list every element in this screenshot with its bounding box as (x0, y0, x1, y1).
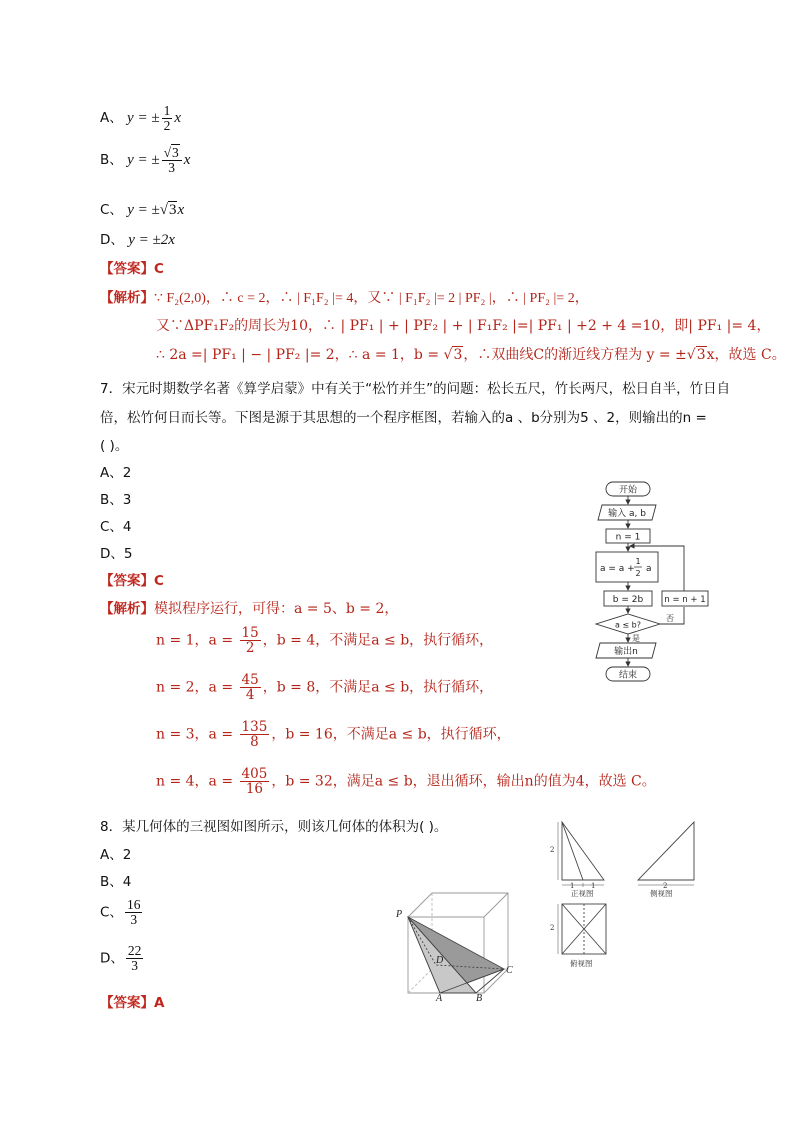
flow-end-text: 结束 (618, 670, 638, 681)
flow-cond-text: a ≤ b? (614, 620, 642, 630)
q7-flowchart (586, 478, 716, 688)
top-view-caption: 俯视图 (570, 959, 593, 968)
q7-option-d: D、5 (100, 546, 133, 562)
label-p: P (396, 909, 403, 920)
flow-update-a-den: 2 (635, 569, 641, 578)
side-view (638, 822, 694, 885)
q8-solid-figure (392, 885, 522, 1005)
q6-answer: 【答案】C (100, 261, 164, 277)
front-view (558, 822, 604, 887)
q7-option-a: A、2 (100, 465, 132, 481)
q8-option-d: D、 $\frac{22}{3}$ (100, 943, 142, 974)
flow-no-label: 否 (666, 614, 674, 623)
flow-update-b-text: b = 2b (612, 595, 644, 605)
q6-option-d: D、 y = ±2x (100, 232, 175, 248)
top-height-label: 2 (550, 924, 555, 932)
flow-output-text: 输出n (614, 647, 638, 657)
flow-update-a-text: a = a + (600, 564, 635, 574)
q6-option-a: A、 y = ± $\frac{1}{2}$ x (100, 103, 181, 134)
q6-solution-line1: 【解析】∵ F₂(2,0)，∴ c = 2，∴ | F₁F₂ |= 4，又∵ | F₁F₂ |= 2 | PF₂ |，∴ | PF₂ |= 2， (100, 290, 589, 306)
q7-stem-line1: 7．宋元时期数学名著《算学启蒙》中有关于“松竹并生”的问题：松长五尺，竹长两尺，松日自半，竹日自 (100, 381, 731, 397)
q8-answer: 【答案】A (100, 995, 165, 1011)
q8-stem: 8．某几何体的三视图如图所示，则该几何体的体积为( )。 (100, 819, 448, 835)
q7-answer: 【答案】C (100, 573, 164, 589)
q8-option-a: A、2 (100, 847, 132, 863)
q8-option-c: C、 $\frac{16}{3}$ (100, 897, 141, 928)
q7-step-3: n = 3，a = $\frac{135}{8}$ ，b = 16，不满足a ≤ b，执行循环， (156, 719, 511, 751)
label-c: C (506, 965, 513, 976)
flow-yes-label: 是 (632, 634, 640, 643)
side-view-caption: 侧视图 (650, 889, 673, 898)
q7-step-2: n = 2，a = $\frac{45}{4}$ ，b = 8，不满足a ≤ b，执行循环， (156, 672, 494, 704)
q7-stem-line3: ( )。 (100, 438, 129, 454)
q7-option-b: B、3 (100, 492, 132, 508)
flow-start-text: 开始 (618, 485, 638, 496)
q7-step-1: n = 1，a = $\frac{15}{2}$ ，b = 4，不满足a ≤ b，执行循环， (156, 625, 494, 657)
q7-option-c: C、4 (100, 519, 132, 535)
flow-incr-text: n = n + 1 (664, 595, 706, 605)
q7-solution-intro: 【解析】模拟程序运行，可得：a = 5、b = 2， (100, 601, 399, 617)
front-view-caption: 正视图 (571, 889, 594, 898)
label-d: D (436, 955, 444, 966)
q6-solution-line2: 又∵ΔPF₁F₂的周长为10，∴ | PF₁ | + | PF₂ | + | F₁F₂ |=| PF₁ | +2 + 4 =10，即| PF₁ |= 4， (156, 318, 771, 334)
side-width-label: 2 (663, 882, 668, 890)
q7-stem-line2: 倍，松竹何日而长等。下图是源于其思想的一个程序框图，若输入的a 、b分别为5 、2，则输出的n = (100, 410, 707, 426)
top-view (558, 904, 606, 954)
front-width-label-2: 1 (591, 882, 596, 890)
flow-init-text: n = 1 (615, 532, 641, 543)
q7-step-4: n = 4，a = $\frac{405}{16}$ ，b = 32，满足a ≤ b，退出循环，输出n的值为4，故选 C。 (156, 766, 656, 798)
q6-option-c: C、 y = ±√3x (100, 202, 185, 218)
label-b: B (476, 993, 483, 1004)
front-width-label-1: 1 (570, 882, 575, 890)
label-a: A (436, 993, 443, 1004)
q6-option-b: B、 y = ± $\frac{√3}{3}$ x (100, 145, 191, 176)
flow-update-a-num: 1 (635, 557, 641, 566)
flow-update-a-post: a (646, 564, 652, 574)
q8-option-b: B、4 (100, 874, 132, 890)
front-height-label: 2 (550, 846, 555, 854)
q6-solution-line3: ∴ 2a =| PF₁ | − | PF₂ |= 2，∴ a = 1，b = √3，∴双曲线C的渐近线方程为 y = ±√3x，故选 C。 (156, 347, 786, 363)
flow-input-text: 输入 a, b (608, 509, 646, 519)
q8-three-views (548, 818, 718, 978)
